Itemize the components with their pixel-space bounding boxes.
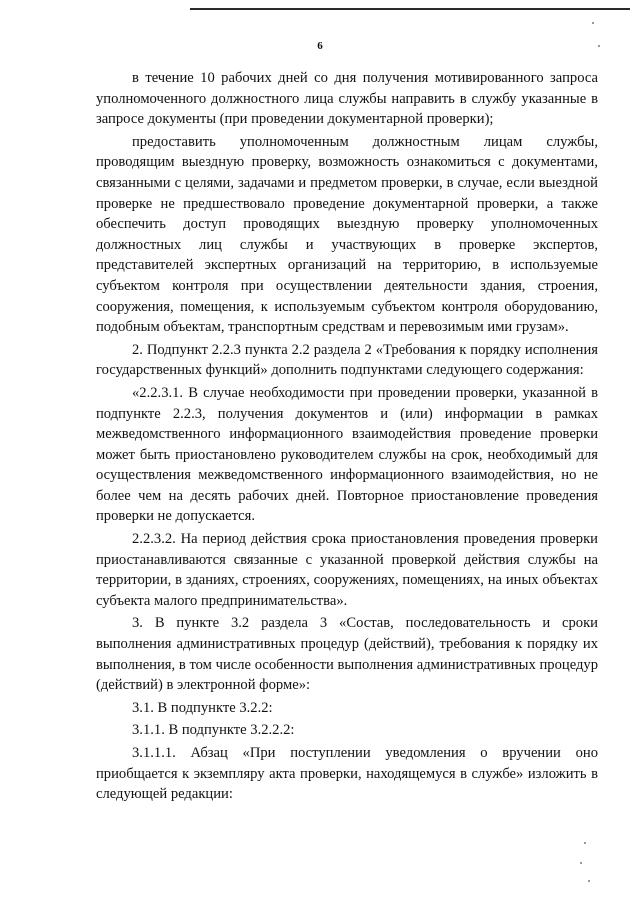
scan-speck xyxy=(580,862,582,864)
paragraph-provide-access: предоставить уполномоченным должностным лицам службы, проводящим выездную проверку, возможность ознакомиться с документами, связанными с целями, задачами и предметом проверки, в случае, если выездной проверке не предшествовало проведение документарной проверки, а также обеспечить доступ проводящих выездную проверку уполномоченных должностных лиц службы и участвующих в проверке экспертов, представителей экспертных организаций на территорию, в используемые субъектом контроля при осуществлении деятельности здания, строения, сооружения, помещения, к используемым субъектом контроля оборудованию, подобным объектам, транспортным средствам и перевозимым ими грузам». xyxy=(96,133,598,336)
paragraph-3-1-1: 3.1.1. В подпункте 3.2.2.2: xyxy=(132,722,295,739)
paragraph-2-2-3-1: «2.2.3.1. В случае необходимости при проведении проверки, указанной в подпункте 2.2.3, получения документов и (или) информации в рамках межведомственного информационного взаимодействия проведение проверки может быть приостановлено руководителем службы на срок, необходимый для осуществления межведомственного информационного взаимодействия, но не более чем на десять рабочих дней. Повторное приостановление проведения проверки не допускается. xyxy=(96,384,598,525)
scan-speck xyxy=(598,45,600,47)
paragraph-3-1-1-1: 3.1.1.1. Абзац «При поступлении уведомления о вручении оно приобщается к экземпляру акта проверки, находящемуся в службе» изложить в следующей редакции: xyxy=(96,745,598,803)
scan-speck xyxy=(584,842,586,844)
scan-top-border xyxy=(190,8,630,10)
document-body xyxy=(96,68,598,805)
scan-speck xyxy=(588,880,590,882)
paragraph-3-1: 3.1. В подпункте 3.2.2: xyxy=(132,699,273,716)
paragraph-2-2-3-2: 2.2.3.2. На период действия срока приостановления проведения проверки приостанавливаются связанные с указанной проверкой действия службы на территории, в зданиях, строениях, сооружениях, помещениях, на иных объектах субъекта малого предпринимательства». xyxy=(96,531,598,609)
scan-speck xyxy=(592,22,594,24)
page-number: 6 xyxy=(317,40,323,52)
paragraph-item-2: 2. Подпункт 2.2.3 пункта 2.2 раздела 2 «Требования к порядку исполнения государственных функций» дополнить подпунктами следующего содержания: xyxy=(96,341,598,379)
paragraph-item-3: 3. В пункте 3.2 раздела 3 «Состав, последовательность и сроки выполнения административных процедур (действий), требования к порядку их выполнения, в том числе особенности выполнения административных процедур (действий) в электронной форме»: xyxy=(96,615,598,694)
paragraph-request-documents: в течение 10 рабочих дней со дня получения мотивированного запроса уполномоченного должностного лица службы направить в службу указанные в запросе документы (при проведении документарной проверки); xyxy=(96,70,598,128)
